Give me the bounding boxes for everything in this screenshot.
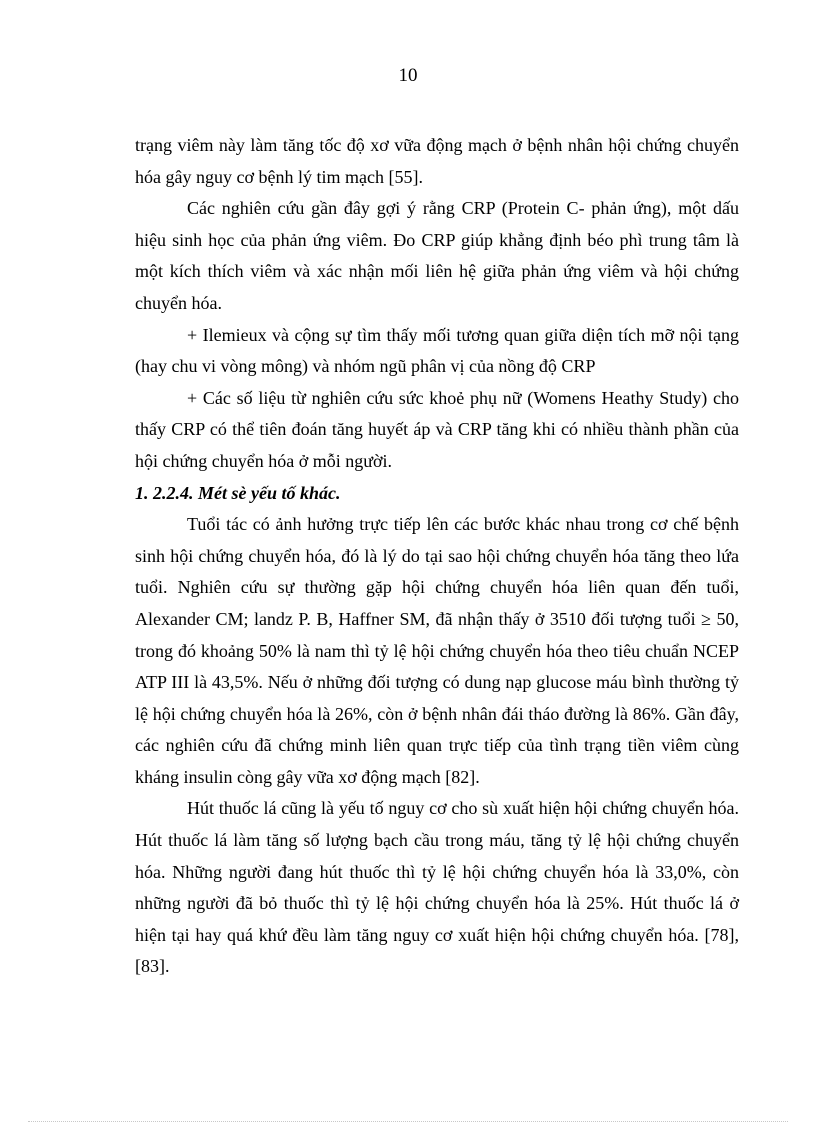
paragraph-ilemieux: + Ilemieux và cộng sự tìm thấy mối tương quan giữa diện tích mỡ nội tạng (hay chu vi vòng mông) và nhóm ngũ phân vị của nồng độ CRP xyxy=(135,324,739,377)
page-bottom-rule xyxy=(28,1121,788,1122)
paragraph-crp: Các nghiên cứu gần đây gợi ý rằng CRP (Protein C- phản ứng), một dấu hiệu sinh học của phản ứng viêm. Đo CRP giúp khẳng định béo phì trung tâm là một kích thích viêm và xác nhận mối liên hệ giữa phản ứng viêm và hội chứng chuyển hóa. xyxy=(135,198,739,313)
page-number: 10 xyxy=(398,65,418,86)
paragraph-smoking: Hút thuốc lá cũng là yếu tố nguy cơ cho sù xuất hiện hội chứng chuyển hóa. Hút thuốc lá làm tăng số lượng bạch cầu trong máu, tăng tỷ lệ hội chứng chuyển hóa. Những người đang hút thuốc thì tỷ lệ hội chứng chuyển hóa là 33,0%, còn những người đã bỏ thuốc thì tỷ lệ hội chứng chuyển hóa là 25%. Hút thuốc lá ở hiện tại hay quá khứ đều làm tăng nguy cơ xuất hiện hội chứng chuyển hóa. [78], [83]. xyxy=(135,798,739,977)
paragraph-age: Tuổi tác có ảnh hưởng trực tiếp lên các bước khác nhau trong cơ chế bệnh sinh hội chứng chuyển hóa, đó là lý do tại sao hội chứng chuyển hóa tăng theo lứa tuổi. Nghiên cứu sự thường gặp hội chứng chuyển hóa liên quan đến tuổi, Alexander CM; landz P. B, Haffner SM, đã nhận thấy ở 3510 đối tượng tuổi ≥ 50, trong đó khoảng 50% là nam thì tỷ lệ hội chứng chuyển hóa theo tiêu chuẩn NCEP ATP III là 43,5%. Nếu ở những đối tượng có dung nạp glucose máu bình thường tỷ lệ hội chứng chuyển hóa là 26%, còn ở bệnh nhân đái tháo đường là 86%. Gần đây, các nghiên cứu đã chứng minh liên quan trực tiếp của tình trạng tiền viêm cùng kháng insulin còng gây vữa xơ động mạch [82]. xyxy=(135,514,739,787)
document-body xyxy=(135,130,739,983)
paragraph-womens-study: + Các số liệu từ nghiên cứu sức khoẻ phụ nữ (Womens Heathy Study) cho thấy CRP có thể tiên đoán tăng huyết áp và CRP tăng khi có nhiều thành phần của hội chứng chuyển hóa ở mỗi người. xyxy=(135,387,739,471)
paragraph-continuation: trạng viêm này làm tăng tốc độ xơ vữa động mạch ở bệnh nhân hội chứng chuyển hóa gây nguy cơ bệnh lý tim mạch [55]. xyxy=(135,135,739,187)
section-heading: 1. 2.2.4. Mét sè yếu tố khác. xyxy=(135,482,341,503)
